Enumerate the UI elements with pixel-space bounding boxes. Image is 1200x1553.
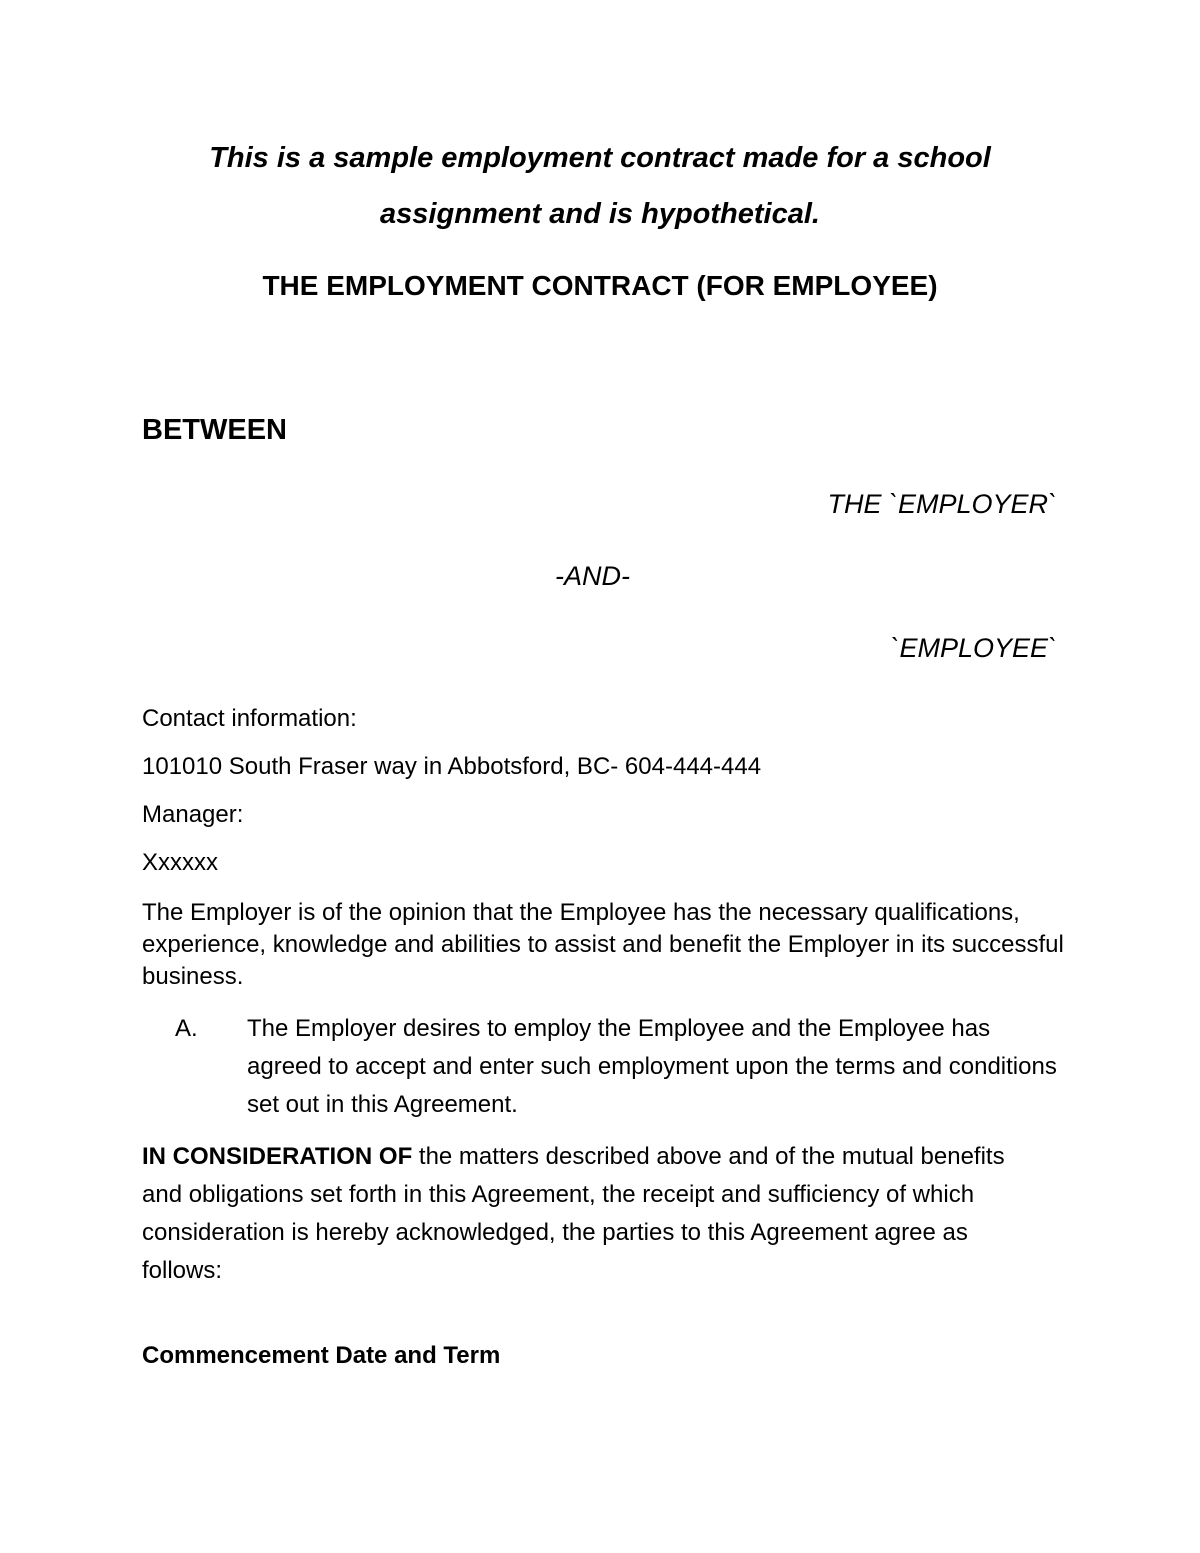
consideration-paragraph — [142, 1138, 1042, 1290]
consideration-text: the matters described above and of the mutual benefits and obligations set forth in this Agreement, the receipt and sufficiency of which consideration is hereby acknowledged, the parties to this Agreement agree as follows: — [142, 1143, 1005, 1284]
employer-party: THE `EMPLOYER` — [827, 489, 1057, 519]
between-heading: BETWEEN — [142, 414, 287, 446]
consideration-lead: IN CONSIDERATION OF — [142, 1143, 413, 1170]
contract-title: THE EMPLOYMENT CONTRACT (FOR EMPLOYEE) — [262, 270, 938, 301]
recital-a-marker: A. — [175, 1015, 198, 1042]
contact-address: 101010 South Fraser way in Abbotsford, BC- 604-444-444 — [142, 753, 762, 780]
employee-party: `EMPLOYEE` — [890, 633, 1057, 663]
contact-info-label: Contact information: — [142, 705, 357, 732]
disclaimer-line-2: assignment and is hypothetical. — [380, 198, 820, 230]
and-separator: -AND- — [555, 561, 630, 591]
opinion-paragraph: The Employer is of the opinion that the Employee has the necessary qualifications, experience, knowledge and abilities to assist and benefit the Employer in its successful business. — [142, 899, 1064, 990]
disclaimer-line-1: This is a sample employment contract made for a school — [209, 142, 991, 174]
section-heading-commencement: Commencement Date and Term — [142, 1342, 501, 1369]
recital-a-text: The Employer desires to employ the Employee and the Employee has agreed to accept and enter such employment upon the terms and conditions set out in this Agreement. — [247, 1015, 1057, 1118]
manager-label: Manager: — [142, 801, 244, 828]
manager-name: Xxxxxx — [142, 849, 219, 876]
